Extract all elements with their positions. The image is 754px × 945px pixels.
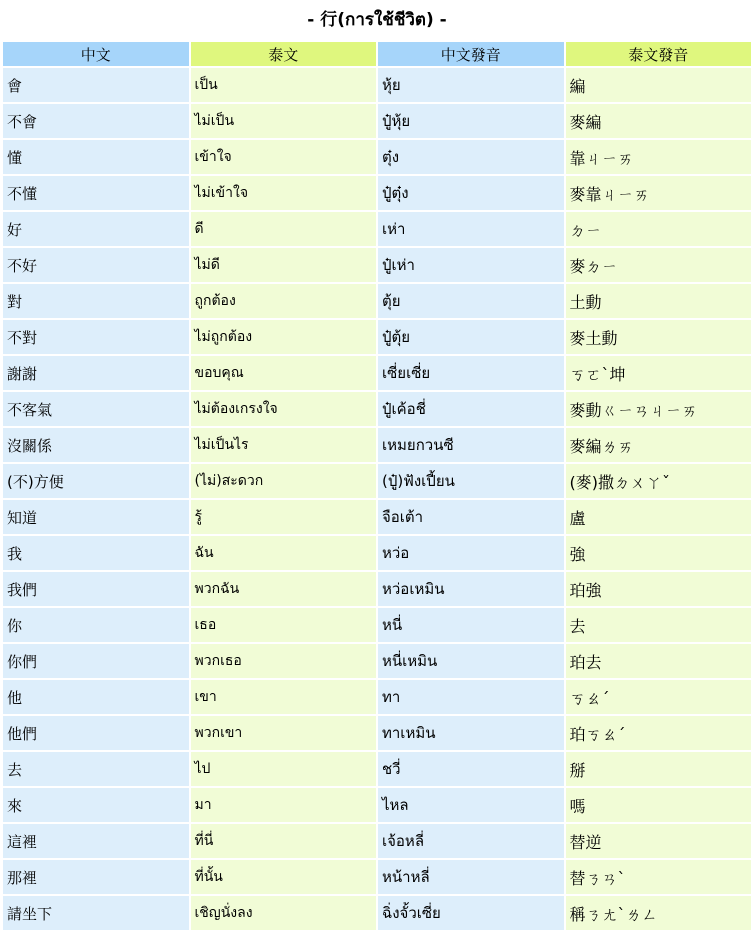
cell-thai-pronunciation: 麥靠ㄐㄧㄞ xyxy=(566,176,752,210)
cell-thai: เขา xyxy=(191,680,377,714)
cell-thai: เข้าใจ xyxy=(191,140,377,174)
cell-chinese: 你 xyxy=(3,608,189,642)
cell-thai: ไม่ดี xyxy=(191,248,377,282)
cell-chinese: 你們 xyxy=(3,644,189,678)
cell-thai-pronunciation: 麥ㄉㄧ xyxy=(566,248,752,282)
cell-thai: ขอบคุณ xyxy=(191,356,377,390)
cell-thai-pronunciation: 麥土動 xyxy=(566,320,752,354)
cell-chinese: 會 xyxy=(3,68,189,102)
cell-chinese-pronunciation: หว่อ xyxy=(378,536,564,570)
cell-thai: ถูกต้อง xyxy=(191,284,377,318)
cell-thai-pronunciation: 嗎 xyxy=(566,788,752,822)
vocabulary-table xyxy=(1,40,753,932)
cell-thai-pronunciation: 掰 xyxy=(566,752,752,786)
cell-thai-pronunciation: 麥動ㄍㄧㄢㄐㄧㄞ xyxy=(566,392,752,426)
cell-chinese-pronunciation: หุ้ย xyxy=(378,68,564,102)
cell-chinese-pronunciation: ทา xyxy=(378,680,564,714)
cell-thai-pronunciation: 珀強 xyxy=(566,572,752,606)
column-header-chinese-pronunciation: 中文發音 xyxy=(378,42,564,66)
table-row xyxy=(3,824,751,858)
cell-thai-pronunciation: 土動 xyxy=(566,284,752,318)
cell-thai: ไป xyxy=(191,752,377,786)
table-row xyxy=(3,68,751,102)
table-row xyxy=(3,320,751,354)
cell-chinese: (不)方便 xyxy=(3,464,189,498)
cell-chinese: 請坐下 xyxy=(3,896,189,930)
cell-chinese-pronunciation: เจ้อหลี่ xyxy=(378,824,564,858)
cell-chinese-pronunciation: ปู๋ตุ้ย xyxy=(378,320,564,354)
cell-chinese-pronunciation: หน้าหลี่ xyxy=(378,860,564,894)
cell-chinese: 不對 xyxy=(3,320,189,354)
cell-chinese: 我 xyxy=(3,536,189,570)
cell-thai-pronunciation: 強 xyxy=(566,536,752,570)
cell-chinese-pronunciation: เหมยกวนซี xyxy=(378,428,564,462)
cell-thai: (ไม่)สะดวก xyxy=(191,464,377,498)
cell-chinese-pronunciation: ฉิ่งจั้วเซี่ย xyxy=(378,896,564,930)
cell-chinese: 對 xyxy=(3,284,189,318)
cell-thai: ไม่ถูกต้อง xyxy=(191,320,377,354)
table-row xyxy=(3,356,751,390)
table-row xyxy=(3,860,751,894)
table-row xyxy=(3,284,751,318)
cell-thai-pronunciation: 麥編ㄌㄞ xyxy=(566,428,752,462)
cell-thai: ไม่ต้องเกรงใจ xyxy=(191,392,377,426)
cell-chinese: 不會 xyxy=(3,104,189,138)
cell-thai: เธอ xyxy=(191,608,377,642)
cell-chinese-pronunciation: เห่า xyxy=(378,212,564,246)
cell-thai: พวกฉัน xyxy=(191,572,377,606)
cell-chinese: 謝謝 xyxy=(3,356,189,390)
cell-thai-pronunciation: 珀ㄎㄠˊ xyxy=(566,716,752,750)
cell-thai: มา xyxy=(191,788,377,822)
cell-thai: ฉัน xyxy=(191,536,377,570)
table-row xyxy=(3,572,751,606)
cell-thai: ไม่เป็นไร xyxy=(191,428,377,462)
cell-thai-pronunciation: 去 xyxy=(566,608,752,642)
cell-thai: พวกเขา xyxy=(191,716,377,750)
cell-chinese-pronunciation: ปู๋เค้อชี่ xyxy=(378,392,564,426)
cell-chinese: 這裡 xyxy=(3,824,189,858)
table-row xyxy=(3,788,751,822)
cell-chinese-pronunciation: ตุ๋ง xyxy=(378,140,564,174)
cell-chinese: 不客氣 xyxy=(3,392,189,426)
table-row xyxy=(3,644,751,678)
table-row xyxy=(3,248,751,282)
cell-chinese-pronunciation: ชวี่ xyxy=(378,752,564,786)
table-row xyxy=(3,176,751,210)
table-row xyxy=(3,104,751,138)
page-title: - 行(การใช้ชีวิต) - xyxy=(307,10,447,30)
table-row xyxy=(3,752,751,786)
column-header-chinese: 中文 xyxy=(3,42,189,66)
table-row xyxy=(3,212,751,246)
cell-chinese-pronunciation: จือเต้า xyxy=(378,500,564,534)
table-header-row xyxy=(3,42,751,66)
cell-thai: รู้ xyxy=(191,500,377,534)
cell-thai-pronunciation: 靠ㄐㄧㄞ xyxy=(566,140,752,174)
table-row xyxy=(3,716,751,750)
cell-thai-pronunciation: 珀去 xyxy=(566,644,752,678)
cell-chinese-pronunciation: ปู๋หุ้ย xyxy=(378,104,564,138)
cell-chinese-pronunciation: เซี่ยเซี่ย xyxy=(378,356,564,390)
column-header-thai-pronunciation: 泰文發音 xyxy=(566,42,752,66)
table-row xyxy=(3,680,751,714)
table-row xyxy=(3,392,751,426)
table-row xyxy=(3,500,751,534)
cell-thai-pronunciation: (麥)撒ㄉㄨㄚˇ xyxy=(566,464,752,498)
cell-chinese: 他們 xyxy=(3,716,189,750)
cell-chinese-pronunciation: หนี่ xyxy=(378,608,564,642)
cell-chinese: 不懂 xyxy=(3,176,189,210)
cell-thai: เชิญนั่งลง xyxy=(191,896,377,930)
cell-chinese-pronunciation: ตุ้ย xyxy=(378,284,564,318)
cell-chinese-pronunciation: (ปู๋)ฟังเปี้ยน xyxy=(378,464,564,498)
table-row xyxy=(3,140,751,174)
cell-thai: ไม่เข้าใจ xyxy=(191,176,377,210)
cell-chinese: 來 xyxy=(3,788,189,822)
cell-chinese: 他 xyxy=(3,680,189,714)
cell-chinese-pronunciation: ทาเหมิน xyxy=(378,716,564,750)
cell-thai: ไม่เป็น xyxy=(191,104,377,138)
cell-thai-pronunciation: 替ㄋㄢˋ xyxy=(566,860,752,894)
cell-chinese: 知道 xyxy=(3,500,189,534)
cell-chinese-pronunciation: หว่อเหมิน xyxy=(378,572,564,606)
table-row xyxy=(3,896,751,930)
column-header-thai: 泰文 xyxy=(191,42,377,66)
cell-thai-pronunciation: 編 xyxy=(566,68,752,102)
cell-chinese-pronunciation: ปู๋ตุ๋ง xyxy=(378,176,564,210)
table-row xyxy=(3,428,751,462)
cell-thai: ที่นี่ xyxy=(191,824,377,858)
cell-thai-pronunciation: 稱ㄋㄤˋㄌㄥ xyxy=(566,896,752,930)
cell-thai-pronunciation: ㄎㄠˊ xyxy=(566,680,752,714)
cell-chinese: 好 xyxy=(3,212,189,246)
cell-thai-pronunciation: ㄎㄛˋ坤 xyxy=(566,356,752,390)
cell-chinese: 懂 xyxy=(3,140,189,174)
cell-thai-pronunciation: 盧 xyxy=(566,500,752,534)
cell-thai: ที่นั้น xyxy=(191,860,377,894)
cell-thai: ดี xyxy=(191,212,377,246)
cell-chinese: 不好 xyxy=(3,248,189,282)
cell-thai-pronunciation: 麥編 xyxy=(566,104,752,138)
cell-chinese: 沒關係 xyxy=(3,428,189,462)
cell-thai: พวกเธอ xyxy=(191,644,377,678)
cell-chinese-pronunciation: ไหล xyxy=(378,788,564,822)
cell-chinese-pronunciation: หนี่เหมิน xyxy=(378,644,564,678)
cell-thai: เป็น xyxy=(191,68,377,102)
table-row xyxy=(3,536,751,570)
cell-chinese: 我們 xyxy=(3,572,189,606)
cell-thai-pronunciation: 替逆 xyxy=(566,824,752,858)
table-row xyxy=(3,608,751,642)
table-row xyxy=(3,464,751,498)
cell-chinese-pronunciation: ปู๋เห่า xyxy=(378,248,564,282)
cell-chinese: 那裡 xyxy=(3,860,189,894)
cell-chinese: 去 xyxy=(3,752,189,786)
cell-thai-pronunciation: ㄉㄧ xyxy=(566,212,752,246)
